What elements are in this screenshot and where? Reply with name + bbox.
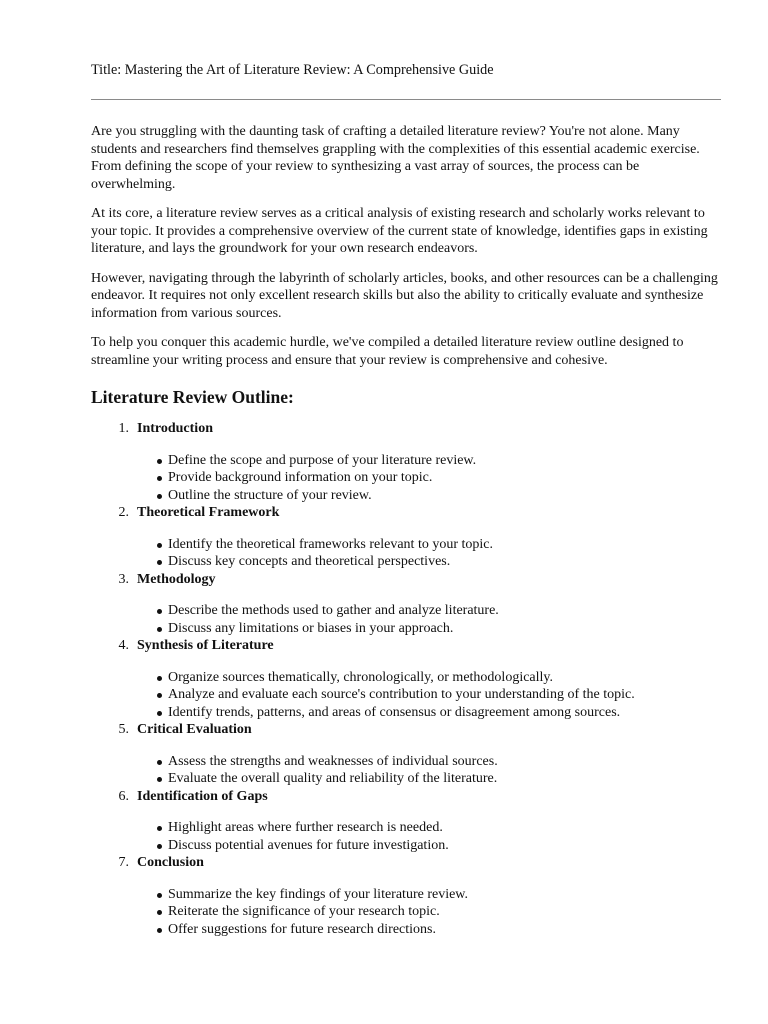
outline-item — [91, 637, 721, 721]
outline-item-header — [91, 721, 721, 739]
bullet-text: Reiterate the significance of your research topic. — [168, 904, 440, 919]
bullet-dot-icon — [157, 844, 162, 849]
bullet-dot-icon — [157, 711, 162, 716]
outline-item-number: 5. — [118, 722, 129, 737]
bullet-text: Assess the strengths and weaknesses of individual sources. — [168, 753, 498, 769]
bullet-text: Evaluate the overall quality and reliability of the literature. — [168, 771, 498, 786]
outline-item-header — [91, 420, 721, 438]
outline-item-bullets — [91, 753, 721, 788]
outline-item-bullets — [91, 669, 721, 722]
outline-item — [91, 504, 721, 571]
bullet-text: Analyze and evaluate each source's contribution to your understanding of the topic. — [168, 687, 635, 702]
outline-item-number: 7. — [118, 855, 129, 870]
bullet-text: Identify the theoretical frameworks relevant to your topic. — [168, 536, 493, 552]
bullet-dot-icon — [157, 609, 162, 614]
outline-item — [91, 571, 721, 638]
intro-paragraph-1: Are you struggling with the daunting task of crafting a detailed literature review? You're not alone. Many students and researchers find themselves grappling with the complexities of this essential academic exercise. From defining the scope of your review to synthesizing a vast array of sources, the process can be overwhelming. — [91, 124, 700, 192]
bullet-item — [157, 903, 721, 921]
outline-item-title: Conclusion — [137, 855, 204, 870]
bullet-item — [157, 452, 721, 470]
intro-paragraph-3: However, navigating through the labyrinth of scholarly articles, books, and other resources can be a challenging endeavor. It requires not only excellent research skills but also the ability to critically evaluate and synthesize information from various sources. — [91, 270, 718, 321]
bullet-item — [157, 770, 721, 788]
bullet-item — [157, 704, 721, 722]
outline-item-bullets — [91, 602, 721, 637]
bullet-item — [157, 886, 721, 904]
bullet-item — [157, 669, 721, 687]
bullet-dot-icon — [157, 459, 162, 464]
bullet-item — [157, 819, 721, 837]
outline-heading: Literature Review Outline: — [91, 387, 294, 407]
bullet-item — [157, 487, 721, 505]
outline-item-number: 6. — [118, 788, 129, 804]
bullet-item — [157, 620, 721, 638]
bullet-dot-icon — [157, 560, 162, 565]
document-title: Title: Mastering the Art of Literature Review: A Comprehensive Guide — [91, 62, 494, 78]
bullet-item — [157, 753, 721, 771]
outline-item-header — [91, 788, 721, 806]
bullet-text: Outline the structure of your review. — [168, 487, 372, 503]
outline-item — [91, 721, 721, 788]
bullet-dot-icon — [157, 693, 162, 698]
bullet-item — [157, 602, 721, 620]
bullet-text: Offer suggestions for future research directions. — [168, 921, 436, 937]
outline-item-title: Synthesis of Literature — [137, 638, 274, 653]
outline-item-header — [91, 637, 721, 655]
outline-item — [91, 788, 721, 855]
bullet-item — [157, 536, 721, 554]
outline-item-title: Introduction — [137, 421, 213, 436]
intro-paragraph-2: At its core, a literature review serves as a critical analysis of existing research and scholarly works relevant to your topic. It provides a comprehensive overview of the current state of knowledge, identifies gaps in existing literature, and lays the groundwork for your own research endeavors. — [91, 206, 708, 256]
bullet-dot-icon — [157, 476, 162, 481]
bullet-text: Organize sources thematically, chronologically, or methodologically. — [168, 669, 554, 685]
bullet-dot-icon — [157, 760, 162, 765]
bullet-text: Discuss key concepts and theoretical perspectives. — [168, 554, 451, 569]
outline-item-number: 2. — [118, 505, 129, 520]
outline-item-title: Methodology — [137, 571, 216, 587]
bullet-dot-icon — [157, 910, 162, 915]
bullet-text: Describe the methods used to gather and analyze literature. — [168, 603, 499, 618]
outline-item-header — [91, 571, 721, 589]
outline-item-bullets — [91, 886, 721, 939]
bullet-item — [157, 553, 721, 571]
bullet-item — [157, 469, 721, 487]
bullet-dot-icon — [157, 676, 162, 681]
bullet-dot-icon — [157, 928, 162, 933]
outline-item-title: Theoretical Framework — [137, 505, 280, 520]
bullet-item — [157, 921, 721, 939]
bullet-text: Discuss any limitations or biases in your approach. — [168, 620, 454, 636]
outline-item-header — [91, 854, 721, 872]
outline-item-bullets — [91, 536, 721, 571]
bullet-dot-icon — [157, 893, 162, 898]
bullet-text: Define the scope and purpose of your literature review. — [168, 452, 477, 468]
bullet-dot-icon — [157, 627, 162, 632]
bullet-text: Highlight areas where further research is needed. — [168, 820, 443, 835]
outline-list — [91, 420, 721, 938]
intro-paragraph-4: To help you conquer this academic hurdle, we've compiled a detailed literature review outline designed to streamline your writing process and ensure that your review is comprehensive and cohesive. — [91, 335, 684, 368]
bullet-dot-icon — [157, 826, 162, 831]
title-divider — [91, 99, 721, 100]
bullet-dot-icon — [157, 777, 162, 782]
outline-item-title: Critical Evaluation — [137, 722, 252, 737]
bullet-text: Summarize the key findings of your literature review. — [168, 886, 468, 902]
outline-item-header — [91, 504, 721, 522]
outline-item-bullets — [91, 819, 721, 854]
outline-item — [91, 420, 721, 504]
outline-item-number: 4. — [118, 638, 129, 653]
bullet-dot-icon — [157, 543, 162, 548]
outline-item-bullets — [91, 452, 721, 505]
outline-item-number: 1. — [118, 421, 129, 436]
bullet-dot-icon — [157, 494, 162, 499]
outline-item — [91, 854, 721, 938]
bullet-item — [157, 837, 721, 855]
bullet-text: Identify trends, patterns, and areas of consensus or disagreement among sources. — [168, 704, 621, 720]
outline-item-title: Identification of Gaps — [137, 788, 268, 804]
outline-item-number: 3. — [118, 571, 129, 587]
bullet-text: Provide background information on your topic. — [168, 470, 433, 485]
bullet-text: Discuss potential avenues for future investigation. — [168, 837, 449, 853]
bullet-item — [157, 686, 721, 704]
